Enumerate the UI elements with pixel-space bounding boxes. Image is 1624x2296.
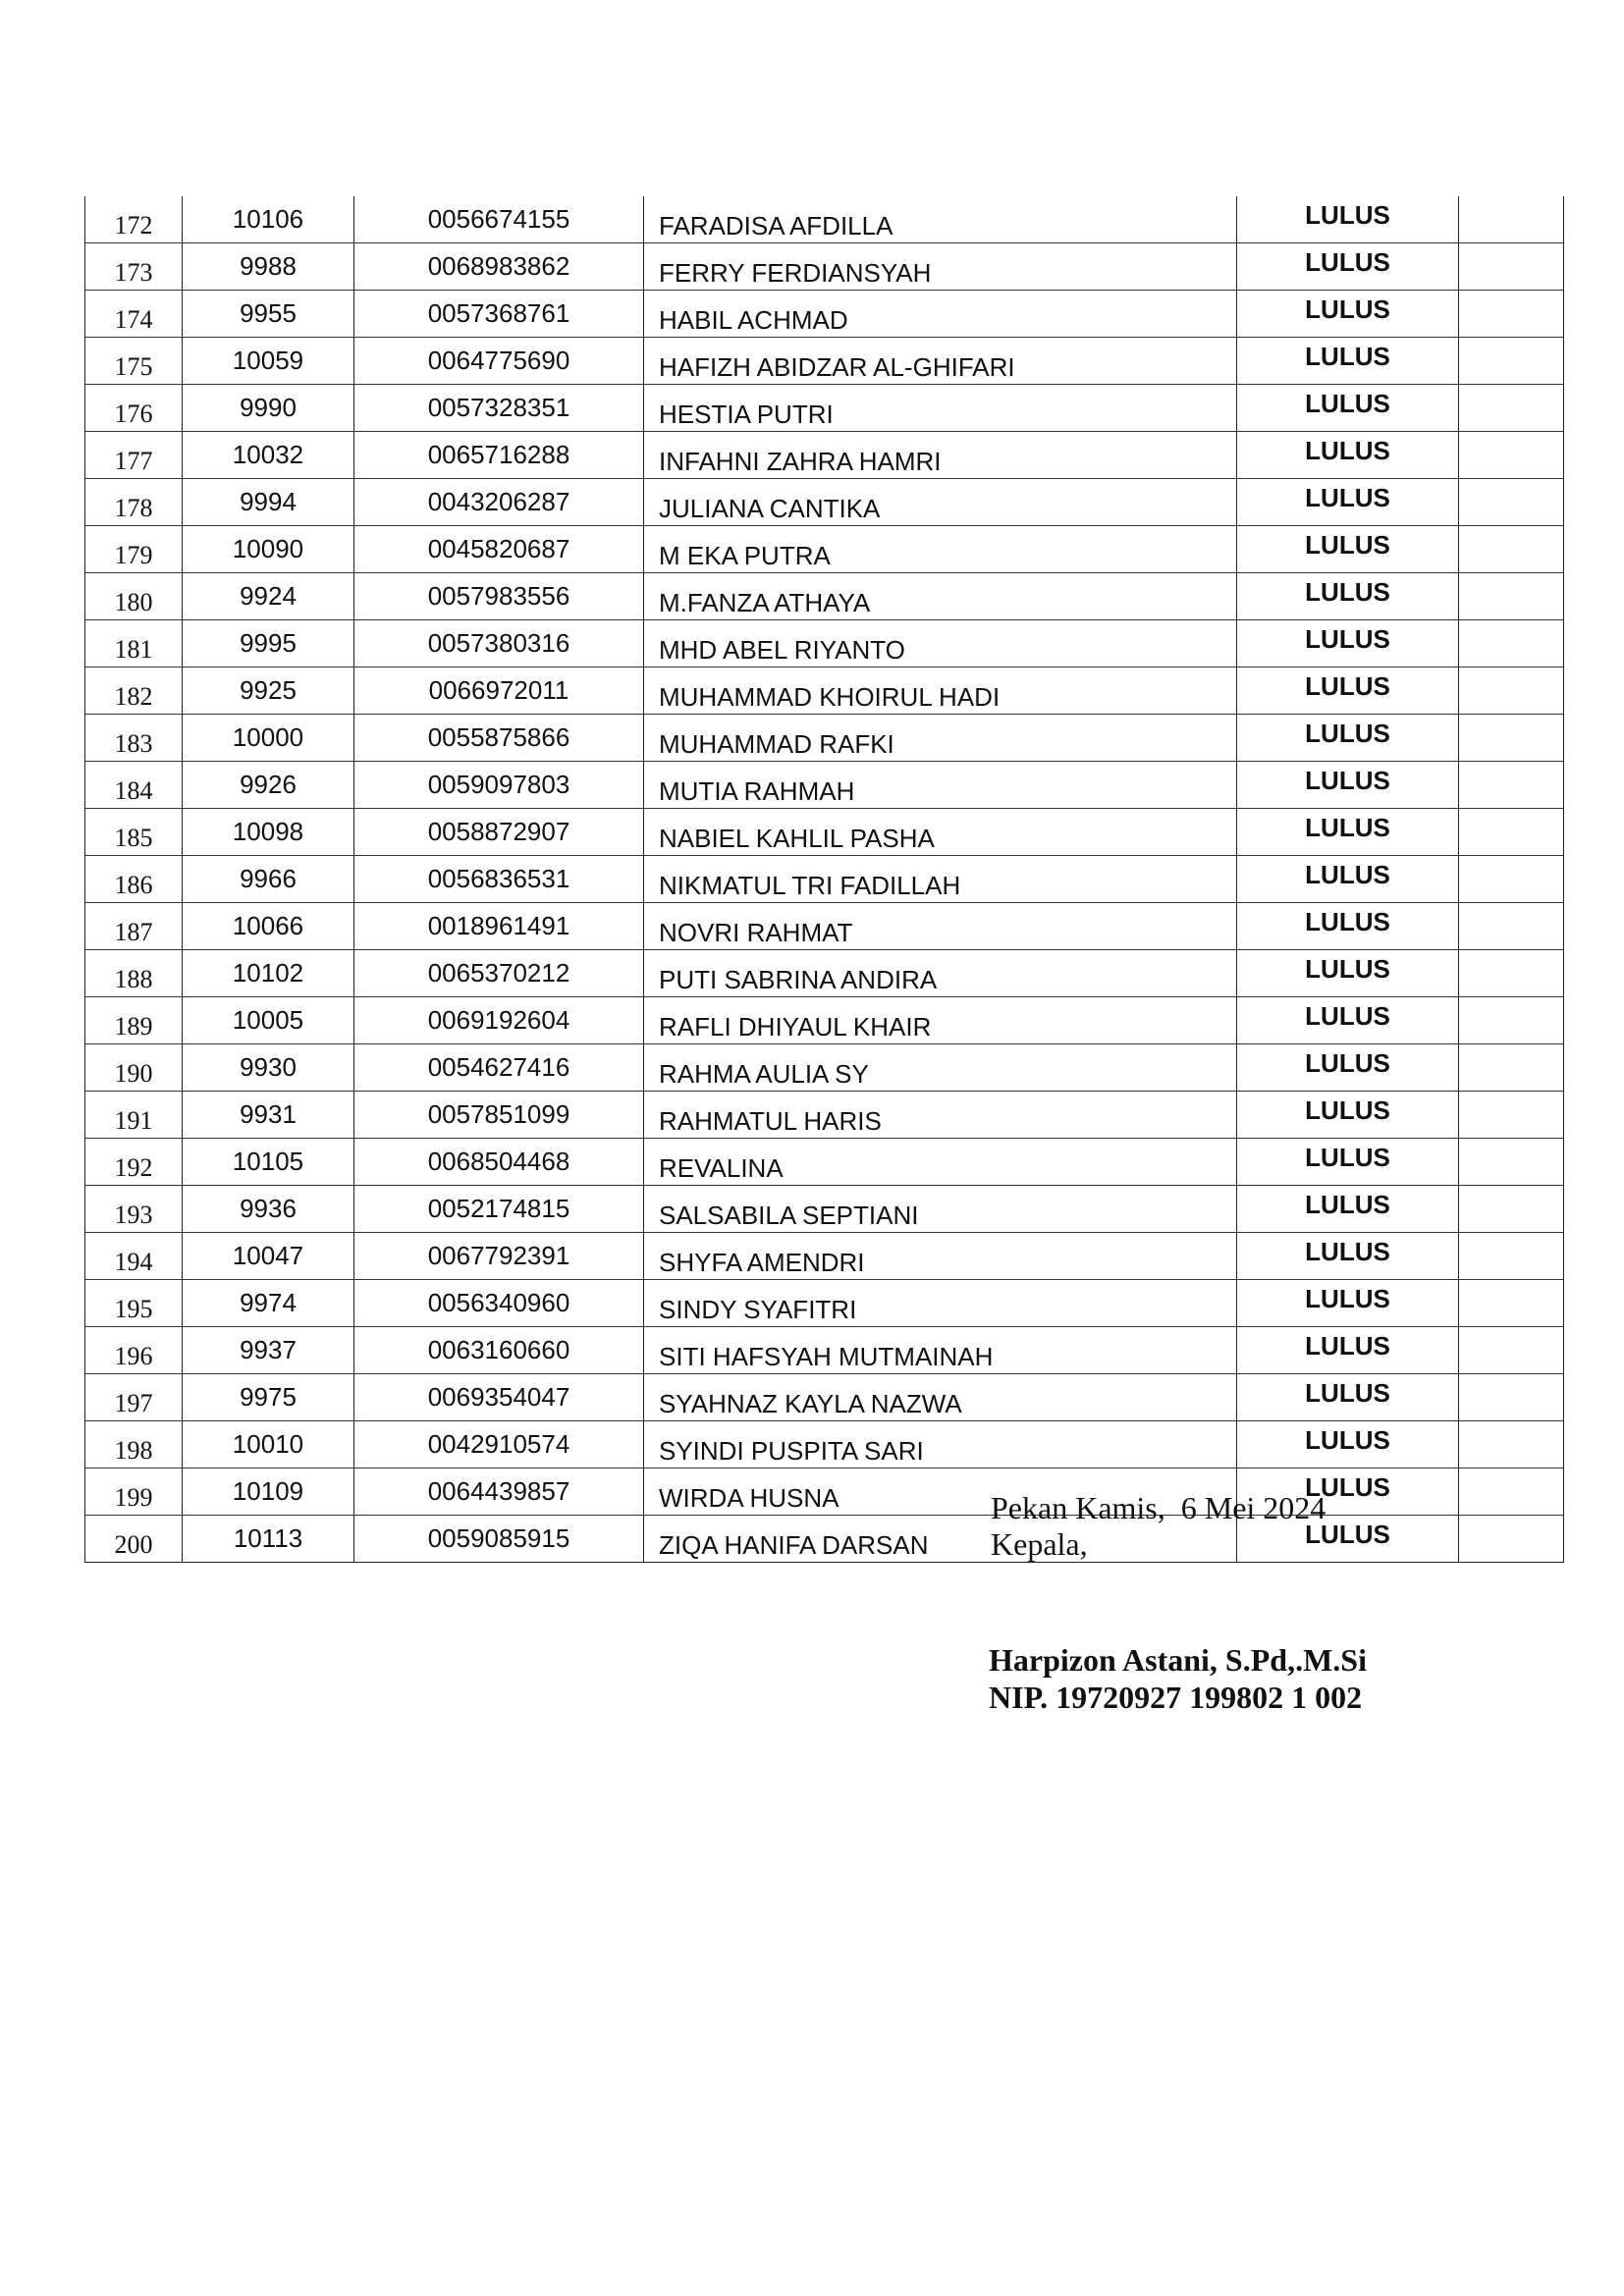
status-cell: LULUS (1237, 338, 1459, 385)
table-row (85, 856, 1564, 903)
nis-cell: 9924 (183, 573, 354, 620)
nisn-cell: 0043206287 (354, 479, 644, 526)
nisn-cell: 0065370212 (354, 950, 644, 997)
blank-cell (1459, 1421, 1564, 1468)
table-row (85, 1092, 1564, 1139)
nis-cell: 9936 (183, 1186, 354, 1233)
student-name-cell: MUHAMMAD KHOIRUL HADI (644, 667, 1237, 715)
nisn-cell: 0068504468 (354, 1139, 644, 1186)
table-body (85, 196, 1564, 1563)
nis-cell: 10098 (183, 809, 354, 856)
row-number-cell: 183 (85, 715, 183, 762)
row-number-cell: 184 (85, 762, 183, 809)
nis-cell: 9966 (183, 856, 354, 903)
student-name-cell: HESTIA PUTRI (644, 385, 1237, 432)
nis-cell: 9974 (183, 1280, 354, 1327)
blank-cell (1459, 573, 1564, 620)
row-number-cell: 179 (85, 526, 183, 573)
blank-cell (1459, 196, 1564, 243)
table-row (85, 1044, 1564, 1092)
status-cell: LULUS (1237, 620, 1459, 667)
signer-block (989, 1641, 1367, 1716)
nisn-cell: 0064439857 (354, 1468, 644, 1516)
student-name-cell: HAFIZH ABIDZAR AL-GHIFARI (644, 338, 1237, 385)
nisn-cell: 0057851099 (354, 1092, 644, 1139)
graduation-results-table (84, 196, 1564, 1563)
blank-cell (1459, 1280, 1564, 1327)
nis-cell: 9955 (183, 291, 354, 338)
student-name-cell: MUTIA RAHMAH (644, 762, 1237, 809)
blank-cell (1459, 1044, 1564, 1092)
row-number-cell: 172 (85, 196, 183, 243)
row-number-cell: 191 (85, 1092, 183, 1139)
row-number-cell: 189 (85, 997, 183, 1044)
row-number-cell: 195 (85, 1280, 183, 1327)
status-cell: LULUS (1237, 1421, 1459, 1468)
student-name-cell: SHYFA AMENDRI (644, 1233, 1237, 1280)
student-name-cell: NIKMATUL TRI FADILLAH (644, 856, 1237, 903)
table-row (85, 809, 1564, 856)
table-row (85, 1233, 1564, 1280)
blank-cell (1459, 997, 1564, 1044)
blank-cell (1459, 903, 1564, 950)
nisn-cell: 0069192604 (354, 997, 644, 1044)
student-name-cell: SINDY SYAFITRI (644, 1280, 1237, 1327)
nis-cell: 10066 (183, 903, 354, 950)
nis-cell: 10059 (183, 338, 354, 385)
table-row (85, 291, 1564, 338)
table-row (85, 432, 1564, 479)
blank-cell (1459, 1139, 1564, 1186)
status-cell: LULUS (1237, 1516, 1459, 1563)
nisn-cell: 0057328351 (354, 385, 644, 432)
table-row (85, 667, 1564, 715)
row-number-cell: 194 (85, 1233, 183, 1280)
status-cell: LULUS (1237, 479, 1459, 526)
row-number-cell: 187 (85, 903, 183, 950)
blank-cell (1459, 1468, 1564, 1516)
student-name-cell: HABIL ACHMAD (644, 291, 1237, 338)
blank-cell (1459, 432, 1564, 479)
blank-cell (1459, 950, 1564, 997)
nisn-cell: 0055875866 (354, 715, 644, 762)
table-row (85, 903, 1564, 950)
student-name-cell: PUTI SABRINA ANDIRA (644, 950, 1237, 997)
status-cell: LULUS (1237, 1468, 1459, 1516)
status-cell: LULUS (1237, 1233, 1459, 1280)
table-row (85, 1516, 1564, 1563)
student-name-cell: SITI HAFSYAH MUTMAINAH (644, 1327, 1237, 1374)
table-row (85, 1468, 1564, 1516)
nisn-cell: 0056674155 (354, 196, 644, 243)
nis-cell: 9995 (183, 620, 354, 667)
nisn-cell: 0068983862 (354, 243, 644, 291)
student-name-cell: MHD ABEL RIYANTO (644, 620, 1237, 667)
row-number-cell: 181 (85, 620, 183, 667)
table-row (85, 1280, 1564, 1327)
nis-cell: 10090 (183, 526, 354, 573)
blank-cell (1459, 291, 1564, 338)
student-name-cell: INFAHNI ZAHRA HAMRI (644, 432, 1237, 479)
status-cell: LULUS (1237, 432, 1459, 479)
nis-cell: 9994 (183, 479, 354, 526)
nis-cell: 10032 (183, 432, 354, 479)
nis-cell: 10102 (183, 950, 354, 997)
table-row (85, 243, 1564, 291)
signature-block (991, 1490, 1326, 1563)
blank-cell (1459, 1092, 1564, 1139)
row-number-cell: 173 (85, 243, 183, 291)
status-cell: LULUS (1237, 1327, 1459, 1374)
student-name-cell: WIRDA HUSNA (644, 1468, 1237, 1516)
blank-cell (1459, 1516, 1564, 1563)
student-name-cell: ZIQA HANIFA DARSAN (644, 1516, 1237, 1563)
nisn-cell: 0056340960 (354, 1280, 644, 1327)
nisn-cell: 0066972011 (354, 667, 644, 715)
student-name-cell: SYINDI PUSPITA SARI (644, 1421, 1237, 1468)
status-cell: LULUS (1237, 903, 1459, 950)
row-number-cell: 174 (85, 291, 183, 338)
row-number-cell: 186 (85, 856, 183, 903)
nis-cell: 9931 (183, 1092, 354, 1139)
table-row (85, 1139, 1564, 1186)
row-number-cell: 182 (85, 667, 183, 715)
table-row (85, 997, 1564, 1044)
nisn-cell: 0069354047 (354, 1374, 644, 1421)
student-name-cell: M EKA PUTRA (644, 526, 1237, 573)
row-number-cell: 197 (85, 1374, 183, 1421)
status-cell: LULUS (1237, 997, 1459, 1044)
blank-cell (1459, 1374, 1564, 1421)
row-number-cell: 178 (85, 479, 183, 526)
student-name-cell: NABIEL KAHLIL PASHA (644, 809, 1237, 856)
blank-cell (1459, 479, 1564, 526)
table-row (85, 762, 1564, 809)
blank-cell (1459, 715, 1564, 762)
nisn-cell: 0057380316 (354, 620, 644, 667)
nis-cell: 9990 (183, 385, 354, 432)
table-row (85, 1421, 1564, 1468)
row-number-cell: 193 (85, 1186, 183, 1233)
table-row (85, 196, 1564, 243)
student-name-cell: RAHMATUL HARIS (644, 1092, 1237, 1139)
blank-cell (1459, 1186, 1564, 1233)
nis-cell: 10106 (183, 196, 354, 243)
row-number-cell: 192 (85, 1139, 183, 1186)
student-name-cell: M.FANZA ATHAYA (644, 573, 1237, 620)
student-name-cell: FERRY FERDIANSYAH (644, 243, 1237, 291)
nisn-cell: 0059097803 (354, 762, 644, 809)
table-row (85, 385, 1564, 432)
nis-cell: 9975 (183, 1374, 354, 1421)
student-name-cell: MUHAMMAD RAFKI (644, 715, 1237, 762)
row-number-cell: 185 (85, 809, 183, 856)
nis-cell: 9988 (183, 243, 354, 291)
status-cell: LULUS (1237, 196, 1459, 243)
nisn-cell: 0054627416 (354, 1044, 644, 1092)
blank-cell (1459, 526, 1564, 573)
nis-cell: 10047 (183, 1233, 354, 1280)
student-name-cell: FARADISA AFDILLA (644, 196, 1237, 243)
nis-cell: 10109 (183, 1468, 354, 1516)
student-name-cell: RAFLI DHIYAUL KHAIR (644, 997, 1237, 1044)
row-number-cell: 188 (85, 950, 183, 997)
blank-cell (1459, 667, 1564, 715)
nis-cell: 10000 (183, 715, 354, 762)
nisn-cell: 0057983556 (354, 573, 644, 620)
nisn-cell: 0042910574 (354, 1421, 644, 1468)
nis-cell: 10105 (183, 1139, 354, 1186)
row-number-cell: 199 (85, 1468, 183, 1516)
nisn-cell: 0052174815 (354, 1186, 644, 1233)
place-date: Pekan Kamis, 6 Mei 2024 (991, 1490, 1326, 1525)
student-name-cell: NOVRI RAHMAT (644, 903, 1237, 950)
table-row (85, 573, 1564, 620)
signer-name: Harpizon Astani, S.Pd,.M.Si (989, 1642, 1367, 1678)
row-number-cell: 177 (85, 432, 183, 479)
status-cell: LULUS (1237, 526, 1459, 573)
status-cell: LULUS (1237, 385, 1459, 432)
status-cell: LULUS (1237, 1280, 1459, 1327)
status-cell: LULUS (1237, 1374, 1459, 1421)
row-number-cell: 200 (85, 1516, 183, 1563)
nis-cell: 9937 (183, 1327, 354, 1374)
blank-cell (1459, 762, 1564, 809)
nisn-cell: 0045820687 (354, 526, 644, 573)
row-number-cell: 175 (85, 338, 183, 385)
status-cell: LULUS (1237, 243, 1459, 291)
blank-cell (1459, 1327, 1564, 1374)
nisn-cell: 0057368761 (354, 291, 644, 338)
nis-cell: 10113 (183, 1516, 354, 1563)
nisn-cell: 0063160660 (354, 1327, 644, 1374)
table-row (85, 479, 1564, 526)
student-name-cell: SALSABILA SEPTIANI (644, 1186, 1237, 1233)
status-cell: LULUS (1237, 950, 1459, 997)
nisn-cell: 0058872907 (354, 809, 644, 856)
blank-cell (1459, 856, 1564, 903)
nis-cell: 9925 (183, 667, 354, 715)
status-cell: LULUS (1237, 573, 1459, 620)
table-row (85, 620, 1564, 667)
nisn-cell: 0067792391 (354, 1233, 644, 1280)
status-cell: LULUS (1237, 667, 1459, 715)
table-row (85, 1327, 1564, 1374)
blank-cell (1459, 385, 1564, 432)
nis-cell: 10010 (183, 1421, 354, 1468)
row-number-cell: 196 (85, 1327, 183, 1374)
signer-nip: NIP. 19720927 199802 1 002 (989, 1680, 1363, 1715)
student-name-cell: REVALINA (644, 1139, 1237, 1186)
table-row (85, 338, 1564, 385)
nisn-cell: 0065716288 (354, 432, 644, 479)
row-number-cell: 198 (85, 1421, 183, 1468)
table-row (85, 1374, 1564, 1421)
status-cell: LULUS (1237, 856, 1459, 903)
nisn-cell: 0056836531 (354, 856, 644, 903)
table-row (85, 950, 1564, 997)
blank-cell (1459, 243, 1564, 291)
status-cell: LULUS (1237, 1044, 1459, 1092)
nis-cell: 10005 (183, 997, 354, 1044)
nis-cell: 9926 (183, 762, 354, 809)
nisn-cell: 0064775690 (354, 338, 644, 385)
status-cell: LULUS (1237, 1092, 1459, 1139)
status-cell: LULUS (1237, 1186, 1459, 1233)
status-cell: LULUS (1237, 809, 1459, 856)
table-row (85, 526, 1564, 573)
blank-cell (1459, 620, 1564, 667)
row-number-cell: 176 (85, 385, 183, 432)
row-number-cell: 190 (85, 1044, 183, 1092)
nisn-cell: 0018961491 (354, 903, 644, 950)
nis-cell: 9930 (183, 1044, 354, 1092)
row-number-cell: 180 (85, 573, 183, 620)
status-cell: LULUS (1237, 291, 1459, 338)
table-row (85, 1186, 1564, 1233)
blank-cell (1459, 809, 1564, 856)
blank-cell (1459, 1233, 1564, 1280)
status-cell: LULUS (1237, 715, 1459, 762)
status-cell: LULUS (1237, 1139, 1459, 1186)
student-name-cell: JULIANA CANTIKA (644, 479, 1237, 526)
signer-position: Kepala, (991, 1526, 1088, 1562)
table-row (85, 715, 1564, 762)
student-name-cell: SYAHNAZ KAYLA NAZWA (644, 1374, 1237, 1421)
nisn-cell: 0059085915 (354, 1516, 644, 1563)
student-name-cell: RAHMA AULIA SY (644, 1044, 1237, 1092)
status-cell: LULUS (1237, 762, 1459, 809)
blank-cell (1459, 338, 1564, 385)
